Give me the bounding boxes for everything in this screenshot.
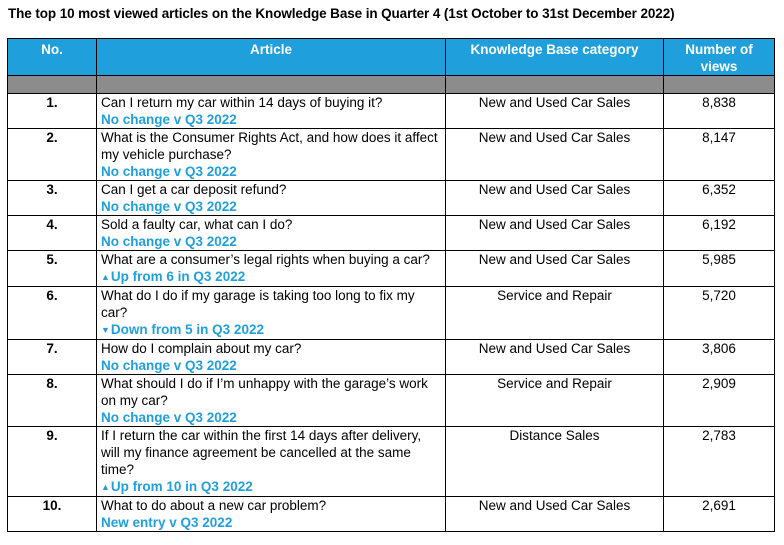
views-cell: 6,352 bbox=[664, 181, 775, 216]
rank-change-text: No change v Q3 2022 bbox=[101, 410, 237, 425]
rank-change bbox=[101, 268, 441, 286]
rank-change bbox=[101, 357, 441, 374]
rank-change-text: Down from 5 in Q3 2022 bbox=[110, 322, 264, 337]
article-title: If I return the car within the first 14 days after delivery, will my finance agreement be cancelled at the same time? bbox=[101, 428, 422, 477]
article-cell bbox=[97, 375, 446, 427]
rank-change bbox=[101, 409, 441, 426]
views-cell: 2,691 bbox=[664, 497, 775, 532]
views-cell: 3,806 bbox=[664, 340, 775, 375]
article-cell bbox=[97, 181, 446, 216]
category-cell: New and Used Car Sales bbox=[446, 251, 664, 287]
spacer-cell bbox=[97, 76, 446, 94]
rank-change-text: No change v Q3 2022 bbox=[101, 199, 237, 214]
row-number: 7. bbox=[8, 340, 97, 375]
article-cell bbox=[97, 94, 446, 129]
rank-change bbox=[101, 163, 441, 180]
article-title: Can I get a car deposit refund? bbox=[101, 182, 287, 197]
article-cell bbox=[97, 497, 446, 532]
row-number: 6. bbox=[8, 287, 97, 340]
rank-change bbox=[101, 321, 441, 339]
rank-change-text: New entry v Q3 2022 bbox=[101, 515, 233, 530]
category-cell: New and Used Car Sales bbox=[446, 340, 664, 375]
spacer-cell bbox=[8, 76, 97, 94]
article-title: Sold a faulty car, what can I do? bbox=[101, 217, 293, 232]
rank-change-text: No change v Q3 2022 bbox=[101, 164, 237, 179]
rank-change bbox=[101, 198, 441, 215]
category-cell: New and Used Car Sales bbox=[446, 497, 664, 532]
article-title: How do I complain about my car? bbox=[101, 341, 302, 356]
rank-change-text: No change v Q3 2022 bbox=[101, 112, 237, 127]
article-cell bbox=[97, 427, 446, 497]
header-no: No. bbox=[8, 39, 97, 76]
change-arrow-icon: ▲ bbox=[101, 482, 110, 492]
category-cell: New and Used Car Sales bbox=[446, 216, 664, 251]
rank-change bbox=[101, 514, 441, 531]
category-cell: Distance Sales bbox=[446, 427, 664, 497]
row-number: 4. bbox=[8, 216, 97, 251]
table-row bbox=[8, 216, 775, 251]
rank-change bbox=[101, 478, 441, 496]
table-row bbox=[8, 251, 775, 287]
table-row bbox=[8, 94, 775, 129]
table-header-row bbox=[8, 39, 775, 76]
category-cell: New and Used Car Sales bbox=[446, 129, 664, 181]
table-row bbox=[8, 375, 775, 427]
change-arrow-icon: ▼ bbox=[101, 325, 110, 335]
table-row bbox=[8, 497, 775, 532]
views-cell: 5,720 bbox=[664, 287, 775, 340]
views-cell: 8,838 bbox=[664, 94, 775, 129]
views-cell: 5,985 bbox=[664, 251, 775, 287]
page-title: The top 10 most viewed articles on the Knowledge Base in Quarter 4 (1st October to 31st December 2022) bbox=[8, 6, 675, 21]
rank-change-text: Up from 10 in Q3 2022 bbox=[110, 479, 253, 494]
rank-change-text: No change v Q3 2022 bbox=[101, 234, 237, 249]
views-cell: 8,147 bbox=[664, 129, 775, 181]
article-title: What to do about a new car problem? bbox=[101, 498, 327, 513]
rank-change bbox=[101, 111, 441, 128]
rank-change bbox=[101, 233, 441, 250]
row-number: 10. bbox=[8, 497, 97, 532]
row-number: 8. bbox=[8, 375, 97, 427]
article-cell bbox=[97, 340, 446, 375]
table-row bbox=[8, 427, 775, 497]
header-category: Knowledge Base category bbox=[446, 39, 664, 76]
row-number: 3. bbox=[8, 181, 97, 216]
header-spacer-row bbox=[8, 76, 775, 94]
table-row bbox=[8, 340, 775, 375]
table-row bbox=[8, 287, 775, 340]
articles-table bbox=[7, 38, 775, 532]
row-number: 2. bbox=[8, 129, 97, 181]
views-cell: 6,192 bbox=[664, 216, 775, 251]
article-title: What do I do if my garage is taking too long to fix my car? bbox=[101, 288, 415, 320]
article-cell bbox=[97, 251, 446, 287]
views-cell: 2,909 bbox=[664, 375, 775, 427]
category-cell: New and Used Car Sales bbox=[446, 181, 664, 216]
table-row bbox=[8, 181, 775, 216]
row-number: 1. bbox=[8, 94, 97, 129]
header-article: Article bbox=[97, 39, 446, 76]
row-number: 5. bbox=[8, 251, 97, 287]
row-number: 9. bbox=[8, 427, 97, 497]
category-cell: New and Used Car Sales bbox=[446, 94, 664, 129]
rank-change-text: No change v Q3 2022 bbox=[101, 358, 237, 373]
category-cell: Service and Repair bbox=[446, 287, 664, 340]
article-title: What should I do if I’m unhappy with the garage’s work on my car? bbox=[101, 376, 428, 408]
article-cell bbox=[97, 287, 446, 340]
table-row bbox=[8, 129, 775, 181]
category-cell: Service and Repair bbox=[446, 375, 664, 427]
article-cell bbox=[97, 129, 446, 181]
spacer-cell bbox=[446, 76, 664, 94]
spacer-cell bbox=[664, 76, 775, 94]
change-arrow-icon: ▲ bbox=[101, 272, 110, 282]
rank-change-text: Up from 6 in Q3 2022 bbox=[110, 269, 246, 284]
views-cell: 2,783 bbox=[664, 427, 775, 497]
article-cell bbox=[97, 216, 446, 251]
article-title: What are a consumer’s legal rights when buying a car? bbox=[101, 252, 430, 267]
article-title: Can I return my car within 14 days of buying it? bbox=[101, 95, 383, 110]
article-title: What is the Consumer Rights Act, and how does it affect my vehicle purchase? bbox=[101, 130, 438, 162]
header-views: Number of views bbox=[664, 39, 775, 76]
